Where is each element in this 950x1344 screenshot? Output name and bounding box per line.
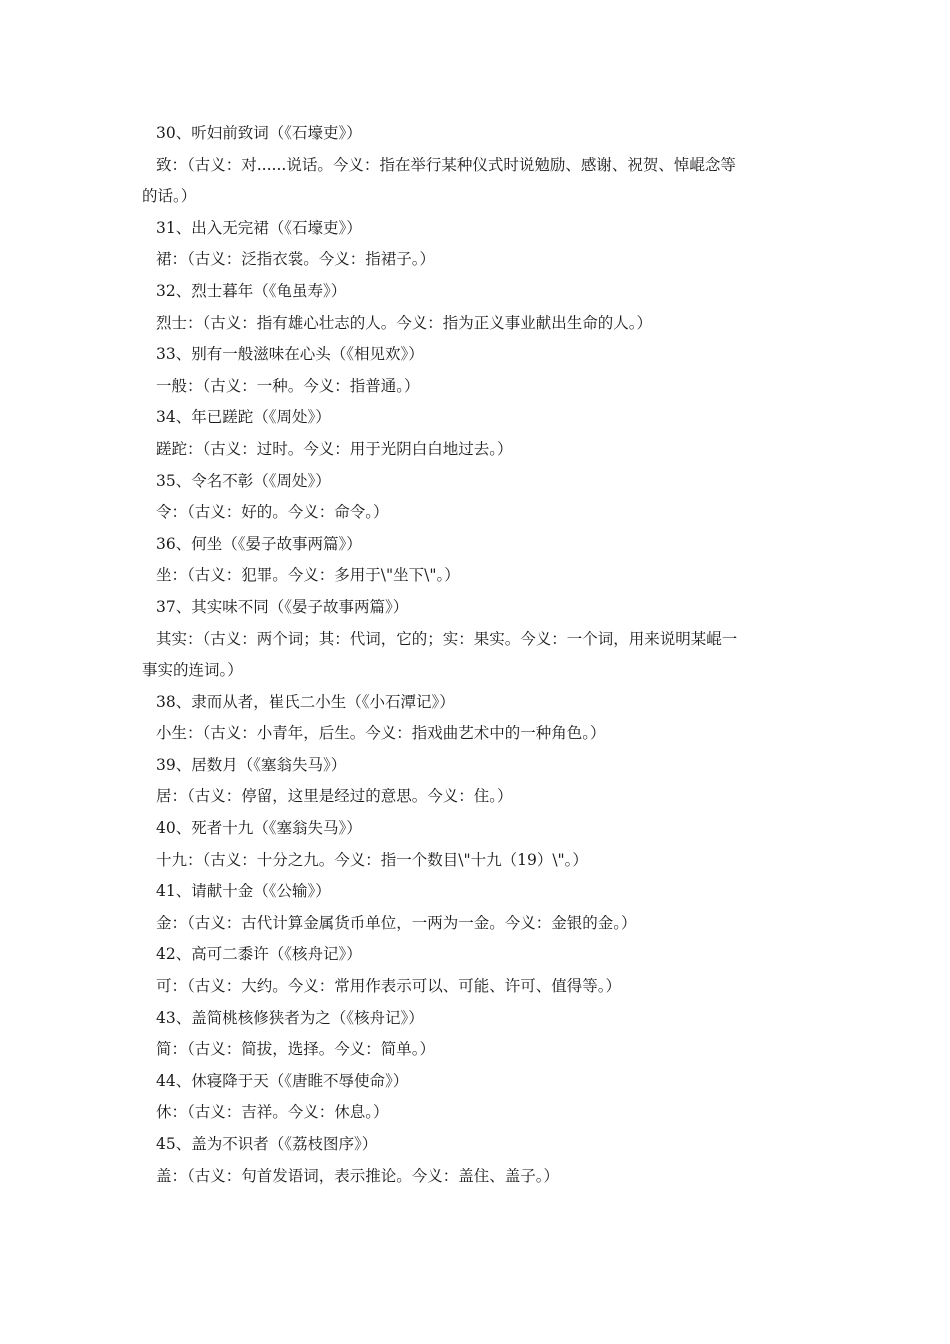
- text-line: 31、出入无完裙（《石壕吏》）: [156, 218, 362, 237]
- text-line: 坐：（古义：犯罪。今义：多用于\"坐下\"。）: [156, 566, 460, 585]
- text-line: 33、别有一般滋味在心头（《相见欢》）: [156, 345, 424, 364]
- text-line: 39、居数月（《塞翁失马》）: [156, 755, 347, 774]
- text-line: 其实：（古义：两个词；其：代词，它的；实：果实。今义：一个词，用来说明某崐一: [156, 629, 738, 648]
- text-line: 可：（古义：大约。今义：常用作表示可以、可能、许可、值得等。）: [156, 977, 622, 996]
- text-line: 32、烈士暮年（《龟虽寿》）: [156, 281, 347, 300]
- text-line: 35、令名不彰（《周处》）: [156, 471, 331, 490]
- text-line: 简：（古义：简拔，选择。今义：简单。）: [156, 1040, 436, 1059]
- text-line: 34、年已蹉跎（《周处》）: [156, 408, 331, 427]
- text-line: 38、隶而从者，崔氏二小生（《小石潭记》）: [156, 692, 455, 711]
- text-line: 43、盖简桃核修狭者为之（《核舟记》）: [156, 1008, 424, 1027]
- text-line: 金：（古义：古代计算金属货币单位，一两为一金。今义：金银的金。）: [156, 913, 637, 932]
- text-line: 致：（古义：对......说话。今义：指在举行某种仪式时说勉励、感谢、祝贺、悼崐念等: [156, 155, 736, 174]
- text-line: 小生：（古义：小青年，后生。今义：指戏曲艺术中的一种角色。）: [156, 724, 606, 743]
- text-line: 41、请献十金（《公输》）: [156, 882, 331, 901]
- text-line-continuation: 事实的连词。）: [142, 661, 243, 680]
- text-line: 一般：（古义：一种。今义：指普通。）: [156, 376, 420, 395]
- text-line: 36、何坐（《晏子故事两篇》）: [156, 534, 362, 553]
- text-line: 40、死者十九（《塞翁失马》）: [156, 819, 362, 838]
- text-line: 30、听妇前致词（《石壕吏》）: [156, 124, 362, 142]
- text-line: 裙：（古义：泛指衣裳。今义：指裙子。）: [156, 250, 436, 269]
- text-line: 42、高可二黍许（《核舟记》）: [156, 945, 362, 964]
- text-line: 45、盖为不识者（《荔枝图序》）: [156, 1135, 378, 1153]
- text-line: 令：（古义：好的。今义：命令。）: [156, 503, 389, 522]
- text-line: 休：（古义：吉祥。今义：休息。）: [156, 1103, 389, 1122]
- text-line: 盖：（古义：句首发语词，表示推论。今义：盖住、盖子。）: [156, 1166, 560, 1185]
- text-line: 烈士：（古义：指有雄心壮志的人。今义：指为正义事业献出生命的人。）: [156, 313, 653, 332]
- text-line: 居：（古义：停留，这里是经过的意思。今义：住。）: [156, 787, 513, 806]
- document-body: [142, 118, 807, 1192]
- text-line: 44、休寝降于天（《唐睢不辱使命》）: [156, 1071, 409, 1090]
- text-line: 十九：（古义：十分之九。今义：指一个数目\"十九（19）\"。）: [156, 850, 588, 869]
- text-line: 37、其实味不同（《晏子故事两篇》）: [156, 597, 409, 616]
- text-line-continuation: 的话。）: [142, 187, 197, 206]
- text-line: 蹉跎：（古义：过时。今义：用于光阴白白地过去。）: [156, 439, 513, 458]
